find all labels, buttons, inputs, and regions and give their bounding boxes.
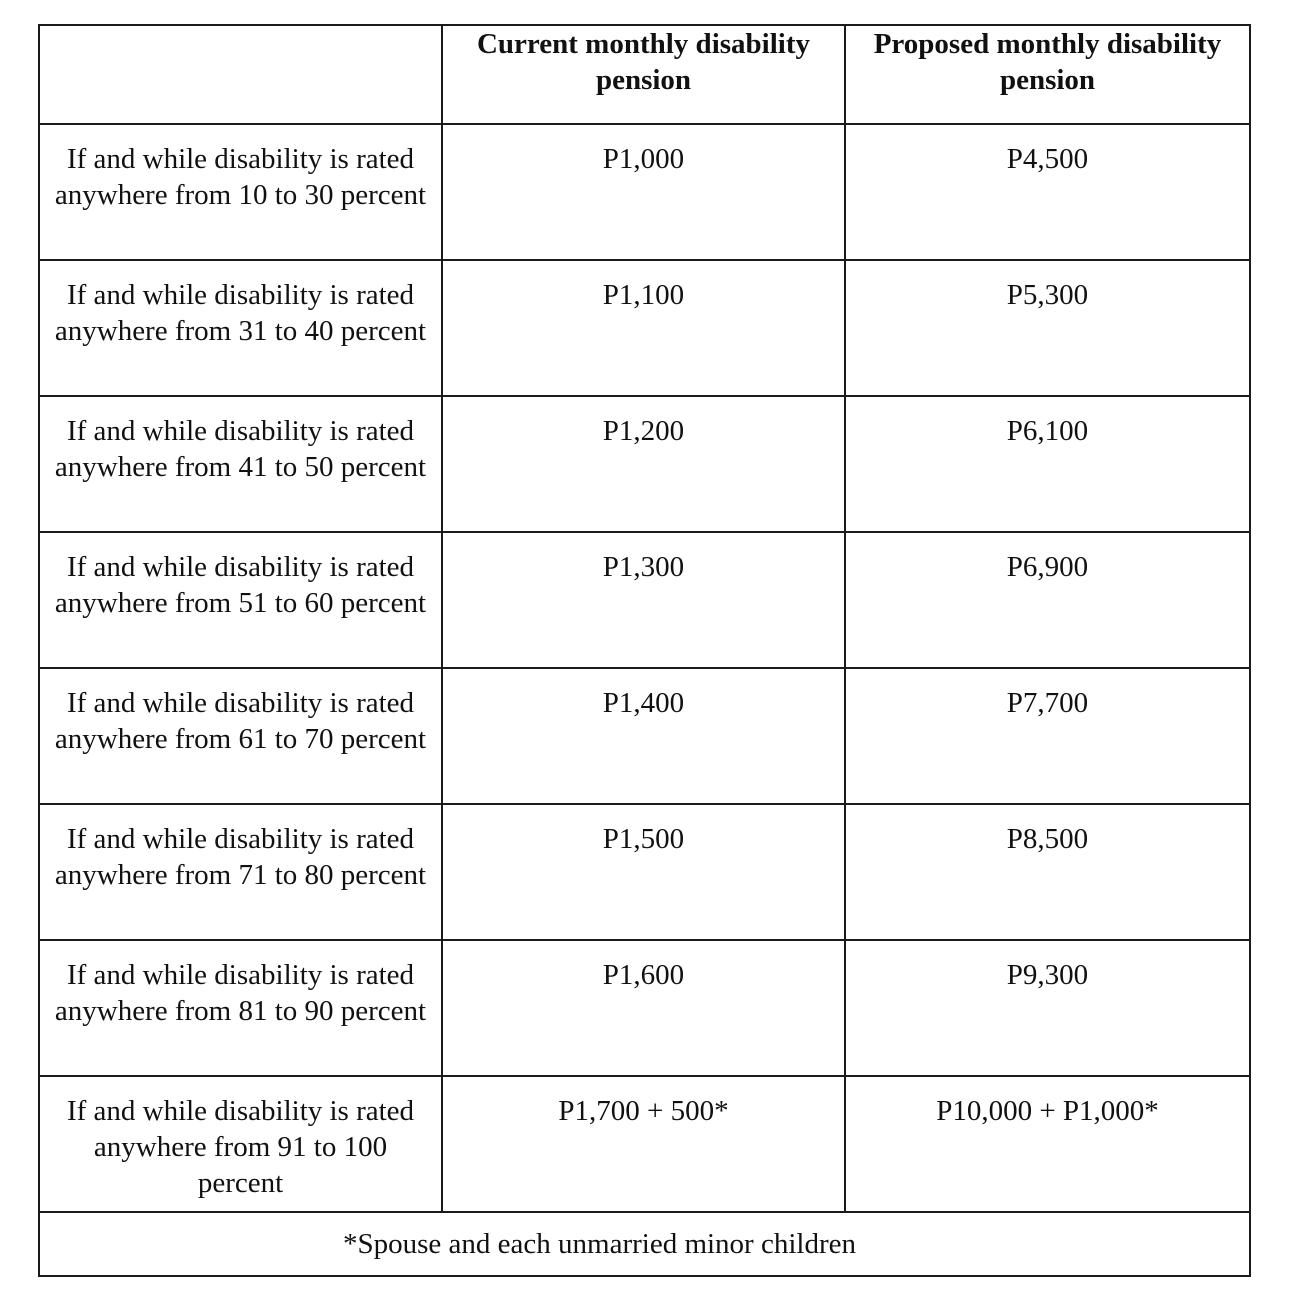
proposed-pension-value: P6,100: [845, 396, 1250, 532]
current-pension-value: P1,100: [442, 260, 845, 396]
rating-label: If and while disability is rated anywhere from 81 to 90 percent: [39, 940, 442, 1076]
current-pension-value: P1,600: [442, 940, 845, 1076]
rating-label: If and while disability is rated anywhere from 71 to 80 percent: [39, 804, 442, 940]
current-pension-value: P1,000: [442, 124, 845, 260]
footnote-cell: [39, 1212, 1250, 1276]
proposed-pension-value: P7,700: [845, 668, 1250, 804]
table-row: [39, 260, 1250, 396]
footnote-text: *Spouse and each unmarried minor children: [343, 1228, 856, 1260]
current-pension-value: P1,500: [442, 804, 845, 940]
rating-label: If and while disability is rated anywhere from 61 to 70 percent: [39, 668, 442, 804]
header-proposed-pension: Proposed monthly disability pension: [845, 25, 1250, 124]
proposed-pension-value: P5,300: [845, 260, 1250, 396]
current-pension-value: P1,200: [442, 396, 845, 532]
table-row: [39, 532, 1250, 668]
table-row: [39, 668, 1250, 804]
current-pension-value: P1,400: [442, 668, 845, 804]
proposed-pension-value: P10,000 + P1,000*: [845, 1076, 1250, 1212]
table-row: [39, 940, 1250, 1076]
disability-pension-table: [38, 24, 1251, 1277]
rating-label: If and while disability is rated anywhere from 41 to 50 percent: [39, 396, 442, 532]
header-empty: [39, 25, 442, 124]
table-row: [39, 1076, 1250, 1212]
footnote-row: [39, 1212, 1250, 1276]
rating-label: If and while disability is rated anywhere from 51 to 60 percent: [39, 532, 442, 668]
proposed-pension-value: P6,900: [845, 532, 1250, 668]
current-pension-value: P1,700 + 500*: [442, 1076, 845, 1212]
header-current-pension: Current monthly disability pension: [442, 25, 845, 124]
rating-label: If and while disability is rated anywhere from 31 to 40 percent: [39, 260, 442, 396]
proposed-pension-value: P8,500: [845, 804, 1250, 940]
header-row: [39, 25, 1250, 124]
proposed-pension-value: P4,500: [845, 124, 1250, 260]
proposed-pension-value: P9,300: [845, 940, 1250, 1076]
rating-label: If and while disability is rated anywhere from 91 to 100 percent: [39, 1076, 442, 1212]
table-row: [39, 124, 1250, 260]
table-row: [39, 804, 1250, 940]
table-row: [39, 396, 1250, 532]
current-pension-value: P1,300: [442, 532, 845, 668]
rating-label: If and while disability is rated anywhere from 10 to 30 percent: [39, 124, 442, 260]
